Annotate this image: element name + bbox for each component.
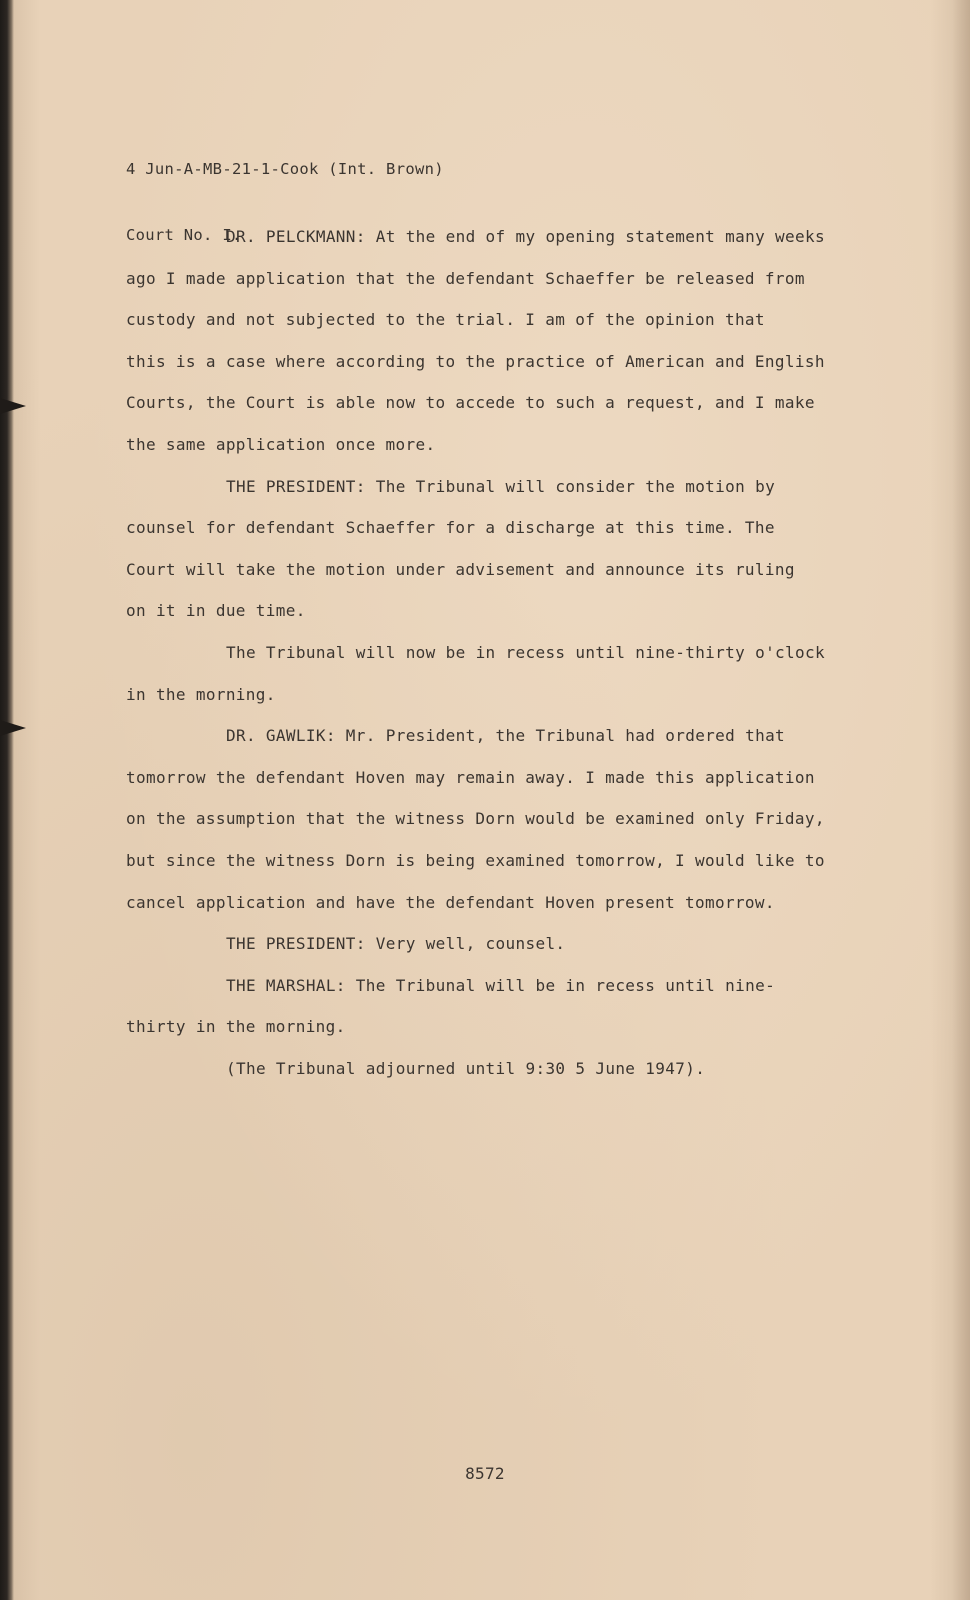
transcript-line: cancel application and have the defendant Hoven present tomorrow. — [126, 892, 775, 912]
transcript-body — [126, 216, 856, 1089]
transcript-line: on the assumption that the witness Dorn would be examined only Friday, — [126, 809, 825, 829]
transcript-line: DR. PELCKMANN: At the end of my opening statement many weeks — [226, 227, 825, 246]
page-edge-shadow — [952, 0, 970, 1600]
transcript-line: this is a case where according to the practice of American and English — [126, 351, 825, 371]
binding-tab — [0, 720, 26, 736]
transcript-line: thirty in the morning. — [126, 1017, 346, 1037]
transcript-line: Courts, the Court is able now to accede to such a request, and I make — [126, 393, 815, 413]
transcript-line: THE PRESIDENT: Very well, counsel. — [226, 934, 566, 954]
header-court-line: Court No. I. — [126, 226, 242, 244]
transcript-line: The Tribunal will now be in recess until nine-thirty o'clock — [226, 642, 825, 662]
transcript-line: counsel for defendant Schaeffer for a discharge at this time. The — [126, 518, 775, 538]
transcript-line: custody and not subjected to the trial. I am of the opinion that — [126, 310, 765, 330]
transcript-line: (The Tribunal adjourned until 9:30 5 June 1947). — [226, 1058, 706, 1078]
transcript-line: the same application once more. — [126, 434, 436, 454]
transcript-line: but since the witness Dorn is being examined tomorrow, I would like to — [126, 850, 825, 870]
transcript-line: Court will take the motion under advisement and announce its ruling — [126, 559, 795, 579]
transcript-line: DR. GAWLIK: Mr. President, the Tribunal had ordered that — [226, 726, 786, 746]
transcript-line: THE PRESIDENT: The Tribunal will consider the motion by — [226, 476, 776, 496]
transcript-line: ago I made application that the defendant Schaeffer be released from — [126, 268, 805, 288]
transcript-line: on it in due time. — [126, 601, 306, 621]
transcript-line: tomorrow the defendant Hoven may remain away. I made this application — [126, 767, 815, 787]
transcript-line: THE MARSHAL: The Tribunal will be in recess until nine- — [226, 975, 776, 995]
binding-tab — [0, 398, 26, 414]
transcript-line: in the morning. — [126, 684, 276, 704]
binding-edge — [0, 0, 14, 1600]
header-reference-line: 4 Jun-A-MB-21-1-Cook (Int. Brown) — [126, 160, 444, 178]
page-number: 8572 — [465, 1464, 505, 1483]
